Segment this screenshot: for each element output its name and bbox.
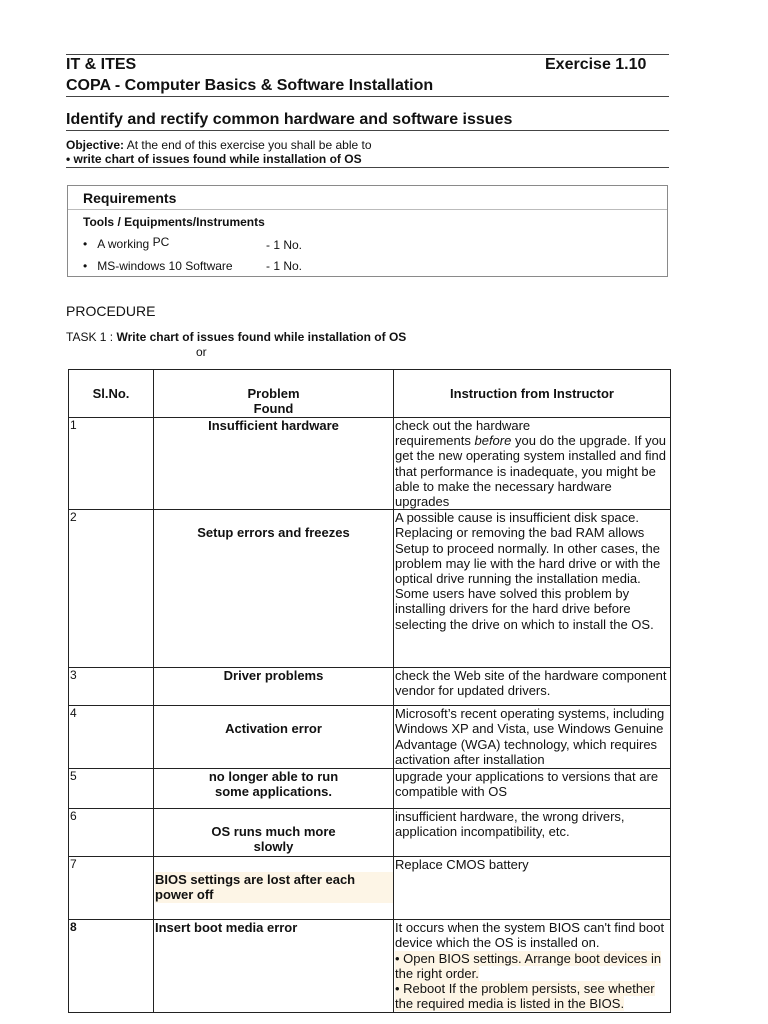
row-instruction: check out the hardware requirements before you do the upgrade. If you get the new operating system installed and find that performance is inadequate, you might be able to make the necessary hardware upgrades [394,418,671,510]
title-rule [66,130,669,131]
requirement-item: • A working PC [83,235,170,251]
row-number: 1 [69,418,154,510]
row-problem: OS runs much more slowly [154,809,394,857]
row-instruction: It occurs when the system BIOS can't find boot device which the OS is installed on. • Open BIOS settings. Arrange boot devices in the right order. • Reboot If the problem persists, see whether the required media is listed in the BIOS. [394,920,671,1013]
table-row [69,769,671,809]
row-number: 5 [69,769,154,809]
course-title: COPA - Computer Basics & Software Installation [66,77,434,94]
header-slno: Sl.No. [69,370,154,418]
exercise-number: Exercise 1.10 [545,56,647,73]
page-title: Identify and rectify common hardware and software issues [66,111,513,128]
requirement-item-qty: - 1 No. [266,259,303,273]
table-row [69,857,671,920]
row-problem: Driver problems [154,668,394,706]
table-row [69,920,671,1013]
requirements-divider [68,209,667,210]
row-number: 7 [69,857,154,920]
objective [66,138,372,152]
procedure-heading: PROCEDURE [66,303,156,319]
row-number: 6 [69,809,154,857]
row-instruction: upgrade your applications to versions that are compatible with OS [394,769,671,809]
requirement-item: • MS-windows 10 Software [83,259,233,273]
table-row [69,706,671,769]
header-instruction: Instruction from Instructor [394,370,671,418]
requirements-subtitle: Tools / Equipments/Instruments [83,215,265,229]
requirement-item-name: MS-windows 10 Software [97,259,233,273]
row-number: 4 [69,706,154,769]
table-row [69,668,671,706]
requirements-box [67,185,668,277]
row-problem: Insufficient hardware [154,418,394,510]
row-instruction: A possible cause is insufficient disk space. Replacing or removing the bad RAM allows Setup to proceed normally. In other cases, the problem may lie with the hard drive or with the optical drive running the installation media. Some users have solved this problem by installing drivers for the hard drive before selecting the drive on which to install the OS. [394,510,671,668]
row-instruction: Replace CMOS battery [394,857,671,920]
objective-label: Objective: [66,138,125,152]
row-instruction: Microsoft’s recent operating systems, including Windows XP and Vista, use Windows Genuine Advantage (WGA) technology, which requires activation after installation [394,706,671,769]
table-row [69,418,671,510]
table-row [69,809,671,857]
requirement-item-qty: - 1 No. [266,238,303,252]
row-instruction: insufficient hardware, the wrong drivers, application incompatibility, etc. [394,809,671,857]
objective-rule [66,167,669,168]
requirement-item-name-pc: PC [152,235,170,249]
requirement-item-name: A working [97,237,153,251]
task-line [66,330,406,344]
subject-label: IT & ITES [66,56,137,73]
table-header-row [69,370,671,418]
requirements-title: Requirements [83,190,177,206]
task-title: Write chart of issues found while installation of OS [116,330,407,344]
row-number: 3 [69,668,154,706]
row-problem: BIOS settings are lost after each power off [154,857,394,920]
row-instruction: check the Web site of the hardware component vendor for updated drivers. [394,668,671,706]
issues-table [68,369,671,1013]
row-problem: Setup errors and freezes [154,510,394,668]
task-prefix: TASK 1 : [66,330,117,344]
objective-bullet-text: write chart of issues found while installation of OS [73,152,362,166]
top-rule [66,54,669,55]
header-rule [66,96,669,97]
task-or: or [196,345,207,359]
row-number: 8 [69,920,154,1013]
row-number: 2 [69,510,154,668]
table-row [69,510,671,668]
row-problem: Insert boot media error [154,920,394,1013]
objective-text: At the end of this exercise you shall be able to [124,138,372,152]
row-problem: Activation error [154,706,394,769]
row-problem: no longer able to run some applications. [154,769,394,809]
header-problem: Problem Found [154,370,394,418]
objective-bullet: • write chart of issues found while installation of OS [66,152,362,166]
